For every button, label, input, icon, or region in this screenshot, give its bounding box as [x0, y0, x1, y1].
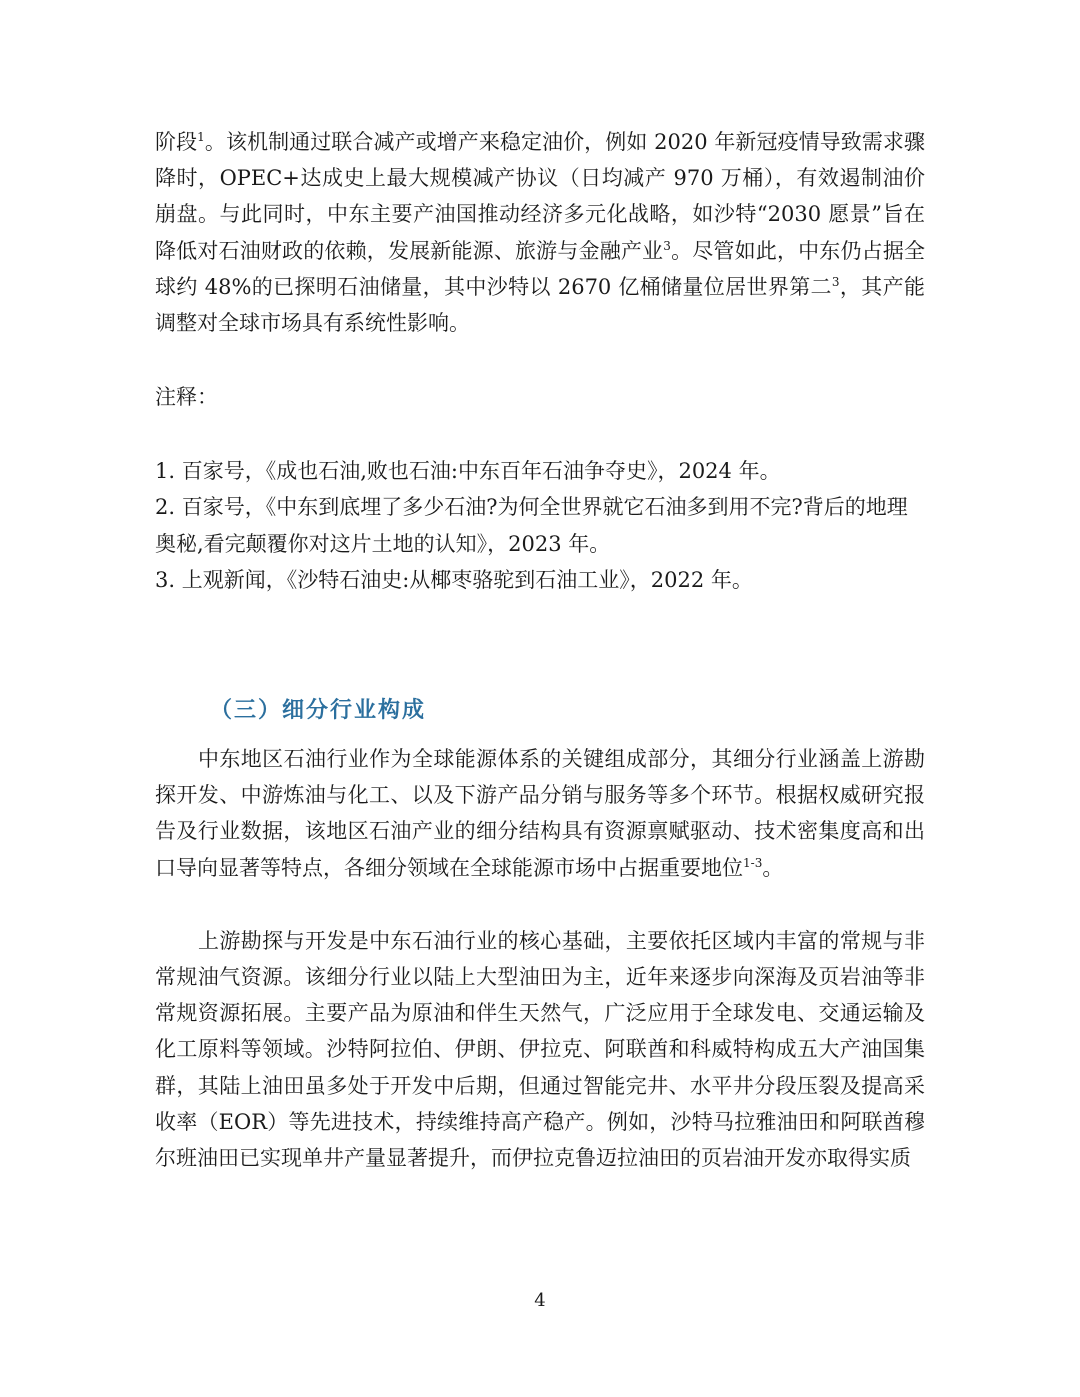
note-item: 3. 上观新闻，《沙特石油史:从椰枣骆驼到石油工业》，2022 年。: [155, 567, 753, 592]
section-para1-text: 中东地区石油行业作为全球能源体系的关键组成部分，其细分行业涵盖上游勘探开发、中游炼油与化工、以及下游产品分销与服务等多个环节。根据权威研究报告及行业数据，该地区石油产业的细分结构具有资源禀赋驱动、技术密集度高和出口导向显著等特点，各细分领域在全球能源市场中占据重要地位: [155, 747, 925, 880]
section-para1-end: 。: [762, 855, 784, 880]
footnote-marker: 3: [831, 274, 840, 289]
section-heading: （三）细分行业构成: [210, 698, 427, 724]
intro-paragraph: [155, 124, 925, 341]
note-item: 2. 百家号，《中东到底埋了多少石油?为何全世界就它石油多到用不完?背后的地理奥秘,看完颠覆你对这片土地的认知》，2023 年。: [155, 495, 908, 556]
notes-title: 注释：: [155, 385, 218, 410]
footnote-marker: 1: [197, 130, 205, 144]
footnote-marker: 3: [663, 238, 671, 253]
intro-text-c: 。尽管如此，中东仍占据全球约 48%的已探明石油储量，其中沙特以 2670 亿桶储量位居世界第二: [155, 238, 926, 299]
footnote-marker: 1-3: [743, 855, 763, 870]
intro-text-d: ，其产能调整对全球市场具有系统性影响。: [155, 274, 925, 336]
document-page: [155, 124, 925, 1176]
note-item: 1. 百家号，《成也石油,败也石油:中东百年石油争夺史》，2024 年。: [155, 459, 781, 484]
section-paragraph-2: 上游勘探与开发是中东石油行业的核心基础，主要依托区域内丰富的常规与非常规油气资源。该细分行业以陆上大型油田为主，近年来逐步向深海及页岩油等非常规资源拓展。主要产品为原油和伴生天然气，广泛应用于全球发电、交通运输及化工原料等领域。沙特阿拉伯、伊朗、伊拉克、阿联酋和科威特构成五大产油国集群，其陆上油田虽多处于开发中后期，但通过智能完井、水平井分段压裂及提高采收率（EOR）等先进技术，持续维持高产稳产。例如，沙特马拉雅油田和阿联酋穆尔班油田已实现单井产量显著提升，而伊拉克鲁迈拉油田的页岩油开发亦取得实质: [155, 928, 925, 1171]
section-paragraph-1: [155, 741, 925, 886]
intro-text-a: 阶段: [155, 130, 198, 154]
notes-list: [155, 453, 925, 598]
page-number: 4: [534, 1290, 546, 1311]
intro-text-b: 。该机制通过联合减产或增产来稳定油价，例如 2020 年新冠疫情导致需求骤降时，OPEC+达成史上最大规模减产协议（日均减产 970 万桶），有效遏制油价崩盘。与此同时，中东主要产油国推动经济多元化战略，如沙特“2030 愿景”旨在降低对石油财政的依赖，发展新能源、旅游与金融产业: [155, 130, 926, 263]
